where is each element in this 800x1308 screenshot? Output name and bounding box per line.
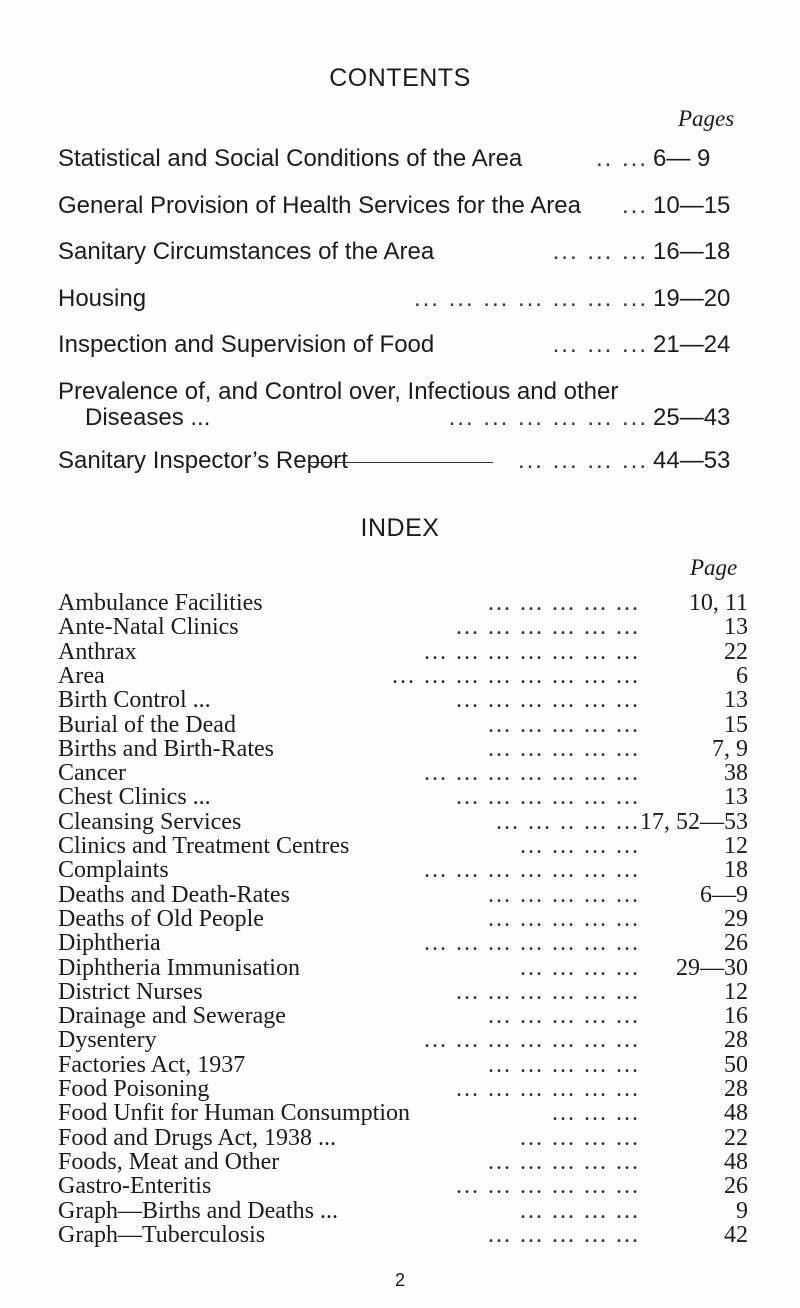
index-entry-label: Factories Act, 1937 [58, 1051, 246, 1078]
leader-dots: ... ... ... ... ... [488, 1148, 640, 1175]
index-entry-page: 6—9 [700, 881, 748, 908]
index-entry-page: 13 [724, 784, 748, 811]
index-entry-label: Ante-Natal Clinics [58, 614, 239, 641]
leader-dots: ... ... ... ... ... ... [456, 614, 640, 641]
contents-item-pages: 19—20 [653, 285, 731, 312]
index-entry-page: 28 [724, 1027, 748, 1054]
leader-dots: ... ... .. ... ... [496, 808, 640, 835]
leader-dots: ... ... ... ... ... ... ... ... [392, 662, 640, 689]
index-entry-label: Gastro-Enteritis [58, 1173, 212, 1200]
index-entry-page: 42 [724, 1221, 748, 1248]
leader-dots: ... ... ... ... ... ... [456, 1076, 640, 1102]
page-number: 2 [394, 1270, 405, 1290]
index-entry-label: Foods, Meat and Other [58, 1148, 280, 1175]
index-entry-page: 7, 9 [712, 735, 748, 762]
leader-dots: ... ... ... ... ... [488, 1003, 640, 1030]
leader-dots: ... ... ... ... ... [488, 711, 640, 738]
contents-item-label-continued: Diseases ... [85, 404, 211, 431]
contents-item-pages: 44—53 [653, 447, 731, 474]
leader-dots: ... ... ... ... ... ... [448, 404, 648, 431]
leader-dots: ... ... ... ... ... ... ... [413, 285, 648, 312]
index-entry-page: 15 [724, 711, 748, 738]
index-entry-page: 22 [724, 1124, 748, 1151]
index-entry-page: 48 [724, 1148, 748, 1175]
index-entry-label: District Nurses [58, 978, 203, 1005]
contents-item-label: Housing [58, 285, 147, 312]
index-heading: INDEX [360, 514, 440, 542]
leader-dots: ... ... ... ... [520, 833, 640, 859]
leader-dots: ... ... ... ... ... ... [456, 978, 640, 1005]
leader-dots: ... ... ... ... ... ... ... [424, 760, 640, 787]
contents-item-pages: 10—15 [653, 192, 731, 219]
index-entry-page: 9 [736, 1197, 748, 1224]
contents-item-label: Inspection and Supervision of Food [58, 331, 435, 358]
leader-dots: ... ... ... ... ... [488, 905, 640, 932]
index-entry-page: 6 [736, 662, 748, 689]
index-entry-label: Burial of the Dead [58, 711, 236, 738]
leader-dots: .. ... [595, 145, 648, 172]
leader-dots: ... [621, 192, 648, 219]
contents-item-label: General Provision of Health Services for the Area [58, 192, 581, 219]
leader-dots: ... ... ... ... ... ... ... [424, 638, 640, 665]
contents-item-label: Sanitary Inspector’s Report [58, 447, 348, 474]
leader-dots: ... ... ... ... ... [488, 1221, 640, 1248]
leader-dots: ... ... ... ... ... [488, 881, 640, 908]
index-entry-page: 12 [724, 833, 748, 859]
index-entry-label: Ambulance Facilities [58, 590, 263, 616]
index-entry-label: Area [58, 662, 105, 689]
index-entry-label: Graph—Tuberculosis [58, 1221, 266, 1248]
index-entry-page: 38 [724, 760, 748, 787]
contents-heading: CONTENTS [329, 64, 471, 92]
index-entry-page: 28 [724, 1076, 748, 1102]
leader-dots: ... ... ... ... ... [488, 590, 640, 616]
index-entry-label: Chest Clinics ... [58, 784, 211, 811]
index-entry-label: Anthrax [58, 638, 137, 665]
leader-dots: ... ... ... ... [520, 1124, 640, 1151]
contents-item-label: Statistical and Social Conditions of the Area [58, 145, 523, 172]
contents-pages-header: Pages [678, 106, 735, 131]
contents-item-pages: 21—24 [653, 331, 731, 358]
index-entry-page: 10, 11 [688, 590, 748, 616]
index-entry-page: 22 [724, 638, 748, 665]
leader-dots: ... ... ... ... ... [488, 735, 640, 762]
section-divider [308, 462, 493, 463]
index-entry-page: 12 [724, 978, 748, 1005]
index-page-header: Page [690, 555, 738, 580]
leader-dots: ... ... ... ... [517, 447, 648, 474]
index-entry-label: Births and Birth-Rates [58, 735, 274, 762]
index-entry-page: 26 [724, 930, 748, 957]
index-entry-page: 18 [724, 857, 748, 884]
index-entry-page: 29 [724, 905, 748, 932]
contents-item-label: Sanitary Circumstances of the Area [58, 238, 435, 265]
leader-dots: ... ... ... ... ... ... [456, 1173, 640, 1200]
index-entry-label: Cleansing Services [58, 808, 242, 835]
leader-dots: ... ... ... ... ... ... ... [424, 857, 640, 884]
leader-dots: ... ... ... ... [520, 954, 640, 981]
index-entry-label: Complaints [58, 857, 169, 884]
index-entry-label: Dysentery [58, 1027, 157, 1054]
leader-dots: ... ... ... ... ... ... ... [424, 930, 640, 957]
contents-item-pages: 25—43 [653, 404, 731, 431]
index-entry-label: Birth Control ... [58, 687, 211, 714]
leader-dots: ... ... ... ... ... ... ... [424, 1027, 640, 1054]
index-entry-label: Diphtheria [58, 930, 161, 957]
index-entry-page: 13 [724, 614, 748, 641]
index-entry-label: Drainage and Sewerage [58, 1003, 286, 1030]
contents-item-pages: 16—18 [653, 238, 731, 265]
index-entry-page: 48 [724, 1100, 748, 1127]
index-entry-label: Food Unfit for Human Consumption [58, 1100, 410, 1127]
leader-dots: ... ... ... ... [520, 1197, 640, 1224]
index-entry-label: Clinics and Treatment Centres [58, 833, 350, 859]
index-entry-label: Deaths of Old People [58, 905, 264, 932]
index-entry-page: 17, 52—53 [640, 808, 748, 835]
index-entry-label: Deaths and Death-Rates [58, 881, 290, 908]
contents-item-label: Prevalence of, and Control over, Infectious and other [58, 378, 619, 405]
index-entry-page: 29—30 [676, 954, 748, 981]
index-entry-label: Diphtheria Immunisation [58, 954, 300, 981]
index-entry-page: 50 [724, 1051, 748, 1078]
leader-dots: ... ... ... ... ... [488, 1051, 640, 1078]
leader-dots: ... ... ... [552, 1100, 640, 1127]
index-entry-label: Food Poisoning [58, 1076, 210, 1102]
leader-dots: ... ... ... ... ... ... [456, 687, 640, 714]
index-entry-label: Cancer [58, 760, 126, 787]
contents-item-pages: 6— 9 [653, 145, 711, 172]
leader-dots: ... ... ... [552, 238, 648, 265]
leader-dots: ... ... ... ... ... ... [456, 784, 640, 811]
index-entry-page: 13 [724, 687, 748, 714]
index-entry-label: Food and Drugs Act, 1938 ... [58, 1124, 336, 1151]
leader-dots: ... ... ... [552, 331, 648, 358]
index-entry-label: Graph—Births and Deaths ... [58, 1197, 338, 1224]
index-entry-page: 16 [724, 1003, 748, 1030]
index-entry-page: 26 [724, 1173, 748, 1200]
